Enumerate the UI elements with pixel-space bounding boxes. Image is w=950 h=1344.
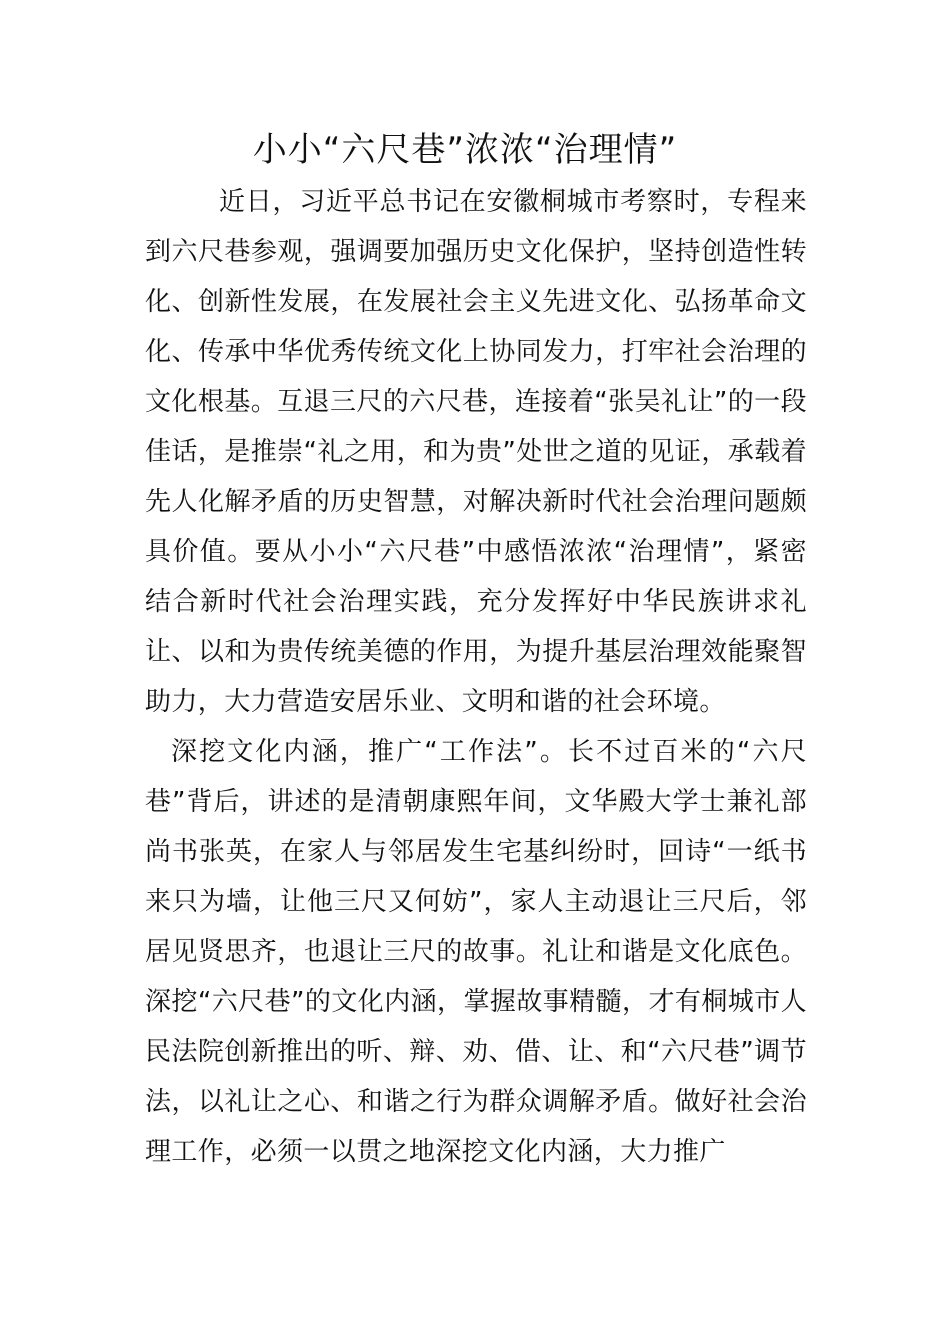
document-title: 小小“六尺巷”浓浓“治理情”	[252, 130, 678, 170]
paragraph-1: 近日，习近平总书记在安徽桐城市考察时，专程来到六尺巷参观，强调要加强历史文化保护，坚持创造性转化、创新性发展，在发展社会主义先进文化、弘扬革命文化、传承中华优秀传统文化上协同发力，打牢社会治理的文化根基。互退三尺的六尺巷，连接着“张吴礼让”的一段佳话，是推崇“礼之用，和为贵”处世之道的见证，承载着先人化解矛盾的历史智慧，对解决新时代社会治理问题颇具价值。要从小小“六尺巷”中感悟浓浓“治理情”，紧密结合新时代社会治理实践，充分发挥好中华民族讲求礼让、以和为贵传统美德的作用，为提升基层治理效能聚智助力，大力营造安居乐业、文明和谐的社会环境。	[145, 187, 807, 717]
document-body	[145, 177, 807, 1177]
paragraph-2: 深挖文化内涵，推广“工作法”。长不过百米的“六尺巷”背后，讲述的是清朝康熙年间，文华殿大学士兼礼部尚书张英，在家人与邻居发生宅基纠纷时，回诗“一纸书来只为墙，让他三尺又何妨”，家人主动退让三尺后，邻居见贤思齐，也退让三尺的故事。礼让和谐是文化底色。深挖“六尺巷”的文化内涵，掌握故事精髓，才有桐城市人民法院创新推出的听、辩、劝、借、让、和“六尺巷”调节法，以礼让之心、和谐之行为群众调解矛盾。做好社会治理工作，必须一以贯之地深挖文化内涵，大力推广	[145, 737, 807, 1167]
